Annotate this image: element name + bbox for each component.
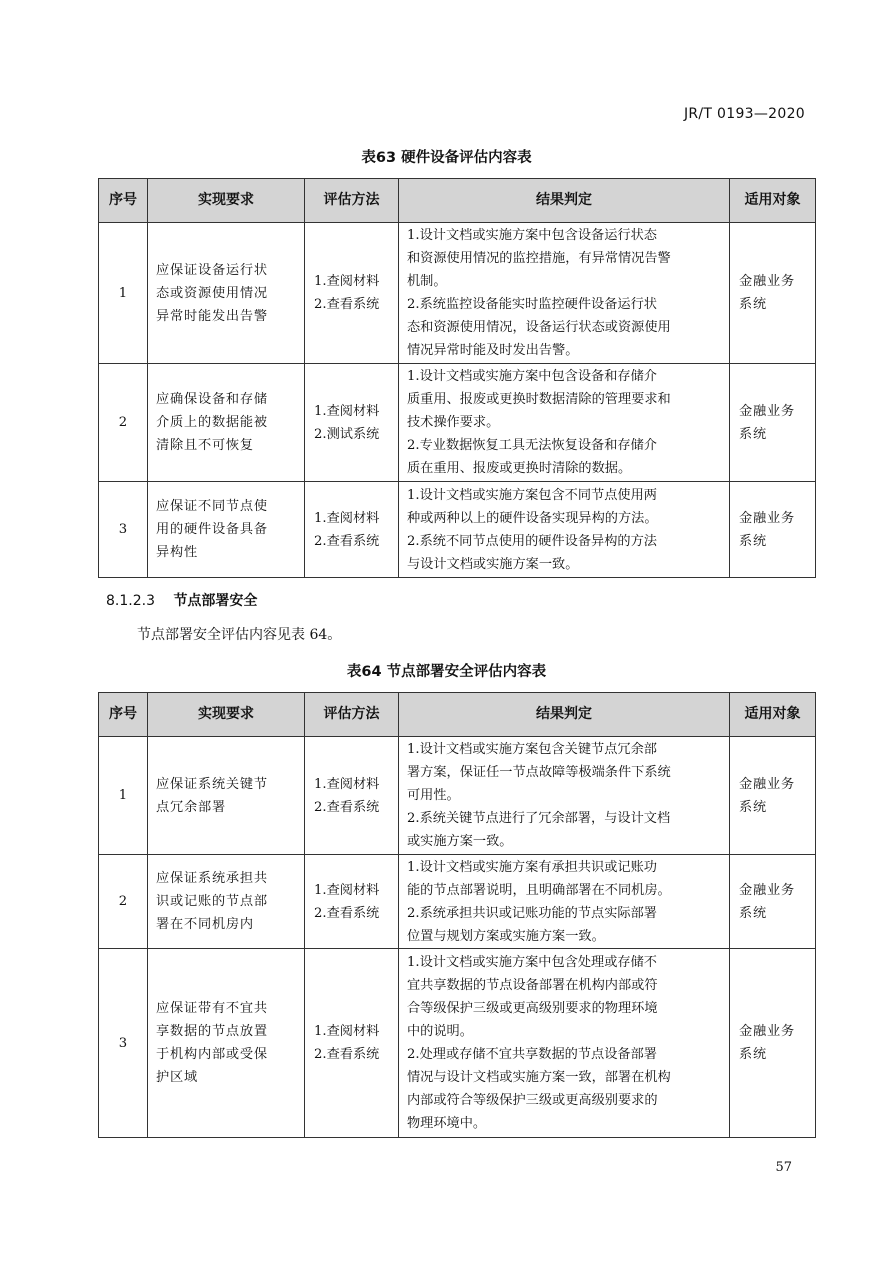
cell-line: 内部或符合等级保护三级或更高级别要求的 [407,1093,658,1108]
cell-line: 中的说明。 [407,1024,473,1039]
requirement-cell [148,855,305,949]
cell-line: 应确保设备和存储 [156,392,268,407]
cell-line: 能的节点部署说明，且明确部署在不同机房。 [407,882,671,898]
cell-line: 与设计文档或实施方案一致。 [407,556,579,572]
cell-line: 系统 [739,1047,767,1062]
table64 [98,692,816,1138]
table-header-row [99,179,816,223]
method-cell [305,364,399,482]
row-number: 2 [99,364,148,482]
cell-line: 1.设计文档或实施方案中包含设备运行状态 [407,228,657,243]
cell-line: 机制。 [407,274,447,289]
requirement-cell [148,737,305,855]
section-heading [106,590,257,610]
cell-line: 金融业务 [739,403,795,419]
result-cell [399,737,730,855]
cell-line: 位置与规划方案或实施方案一致。 [407,928,605,944]
cell-line: 1.设计文档或实施方案中包含设备和存储介 [407,369,657,384]
cell-line: 2.系统监控设备能实时监控硬件设备运行状 [407,297,657,312]
cell-line: 点冗余部署 [156,799,226,815]
cell-line: 系统 [739,426,767,442]
cell-line: 1.查阅材料 [314,510,380,526]
document-code: JR/T 0193—2020 [683,106,805,122]
table-header-row [99,693,816,737]
section-number: 8.1.2.3 [106,593,155,609]
method-cell [305,482,399,578]
column-header: 适用对象 [730,693,816,737]
cell-line: 应保证系统关键节 [156,776,268,792]
cell-line: 金融业务 [739,1024,795,1039]
cell-line: 1.设计文档或实施方案有承担共识或记账功 [407,859,657,875]
cell-line: 系统 [739,533,767,549]
column-header: 评估方法 [305,693,399,737]
cell-line: 1.查阅材料 [314,274,380,289]
cell-line: 2.查看系统 [314,1047,380,1062]
cell-line: 1.查阅材料 [314,776,380,792]
cell-line: 或实施方案一致。 [407,834,513,849]
cell-line: 和资源使用情况的监控措施，有异常情况告警 [407,251,671,266]
cell-line: 金融业务 [739,776,795,792]
row-number: 1 [99,223,148,364]
row-number: 2 [99,855,148,949]
method-cell [305,949,399,1138]
cell-line: 应保证设备运行状 [156,262,268,278]
table-row [99,949,816,1138]
row-number: 3 [99,482,148,578]
column-header: 适用对象 [730,179,816,223]
cell-line: 2.系统关键节点进行了冗余部署，与设计文档 [407,811,671,826]
cell-line: 系统 [739,905,767,921]
requirement-cell [148,223,305,364]
result-cell [399,223,730,364]
table-row [99,223,816,364]
method-cell [305,737,399,855]
section-intro-text: 节点部署安全评估内容见表 64。 [137,627,342,643]
cell-line: 金融业务 [739,274,795,289]
cell-line: 情况与设计文档或实施方案一致，部署在机构 [407,1070,671,1085]
column-header: 结果判定 [399,693,730,737]
table-row [99,737,816,855]
row-number: 3 [99,949,148,1138]
column-header: 评估方法 [305,179,399,223]
cell-line: 1.设计文档或实施方案中包含处理或存储不 [407,955,657,970]
cell-line: 2.查看系统 [314,905,380,921]
cell-line: 质重用、报废或更换时数据清除的管理要求和 [407,392,671,407]
table63-caption: 表63 硬件设备评估内容表 [361,150,532,166]
cell-line: 1.查阅材料 [314,882,380,898]
row-number: 1 [99,737,148,855]
cell-line: 1.查阅材料 [314,403,380,419]
cell-line: 质在重用、报废或更换时清除的数据。 [407,461,632,476]
cell-line: 可用性。 [407,788,460,803]
cell-line: 2.系统承担共识或记账功能的节点实际部署 [407,905,657,921]
target-cell [730,364,816,482]
cell-line: 异常时能发出告警 [156,308,268,324]
table63 [98,178,816,578]
cell-line: 种或两种以上的硬件设备实现异构的方法。 [407,510,658,526]
cell-line: 系统 [739,799,767,815]
cell-line: 合等级保护三级或更高级别要求的物理环境 [407,1001,658,1016]
target-cell [730,482,816,578]
cell-line: 物理环境中。 [407,1116,487,1131]
cell-line: 情况异常时能及时发出告警。 [407,343,579,358]
requirement-cell [148,482,305,578]
method-cell [305,855,399,949]
column-header: 序号 [99,693,148,737]
cell-line: 应保证不同节点使 [156,499,268,514]
column-header: 结果判定 [399,179,730,223]
method-cell [305,223,399,364]
cell-line: 2.系统不同节点使用的硬件设备异构的方法 [407,533,657,549]
cell-line: 介质上的数据能被 [156,415,268,430]
cell-line: 于机构内部或受保 [156,1047,268,1062]
cell-line: 技术操作要求。 [407,415,500,430]
cell-line: 2.专业数据恢复工具无法恢复设备和存储介 [407,438,657,453]
result-cell [399,855,730,949]
cell-line: 用的硬件设备具备 [156,522,268,537]
target-cell [730,223,816,364]
table-row [99,364,816,482]
requirement-cell [148,949,305,1138]
cell-line: 宜共享数据的节点设备部署在机构内部或符 [407,978,658,993]
cell-line: 1.设计文档或实施方案包含关键节点冗余部 [407,742,657,757]
requirement-cell [148,364,305,482]
cell-line: 1.设计文档或实施方案包含不同节点使用两 [407,487,657,503]
cell-line: 2.处理或存储不宜共享数据的节点设备部署 [407,1047,657,1062]
cell-line: 异构性 [156,545,198,560]
table-row [99,482,816,578]
cell-line: 态或资源使用情况 [156,285,268,301]
target-cell [730,855,816,949]
table64-caption: 表64 节点部署安全评估内容表 [346,664,547,680]
cell-line: 2.查看系统 [314,799,380,815]
target-cell [730,949,816,1138]
column-header: 实现要求 [148,179,305,223]
cell-line: 2.查看系统 [314,297,380,312]
cell-line: 清除且不可恢复 [156,438,254,453]
cell-line: 应保证带有不宜共 [156,1001,268,1016]
result-cell [399,364,730,482]
cell-line: 2.查看系统 [314,533,380,549]
section-title: 节点部署安全 [173,593,258,609]
cell-line: 护区域 [156,1070,198,1085]
cell-line: 2.测试系统 [314,426,380,442]
cell-line: 享数据的节点放置 [156,1024,268,1039]
cell-line: 应保证系统承担共 [156,871,268,886]
cell-line: 署在不同机房内 [156,917,254,932]
cell-line: 识或记账的节点部 [156,894,268,909]
page-number: 57 [775,1160,792,1175]
cell-line: 态和资源使用情况，设备运行状态或资源使用 [407,320,671,335]
table-row [99,855,816,949]
column-header: 序号 [99,179,148,223]
column-header: 实现要求 [148,693,305,737]
cell-line: 金融业务 [739,882,795,898]
cell-line: 金融业务 [739,510,795,526]
result-cell [399,482,730,578]
cell-line: 1.查阅材料 [314,1024,380,1039]
cell-line: 署方案，保证任一节点故障等极端条件下系统 [407,765,671,780]
result-cell [399,949,730,1138]
target-cell [730,737,816,855]
cell-line: 系统 [739,297,767,312]
